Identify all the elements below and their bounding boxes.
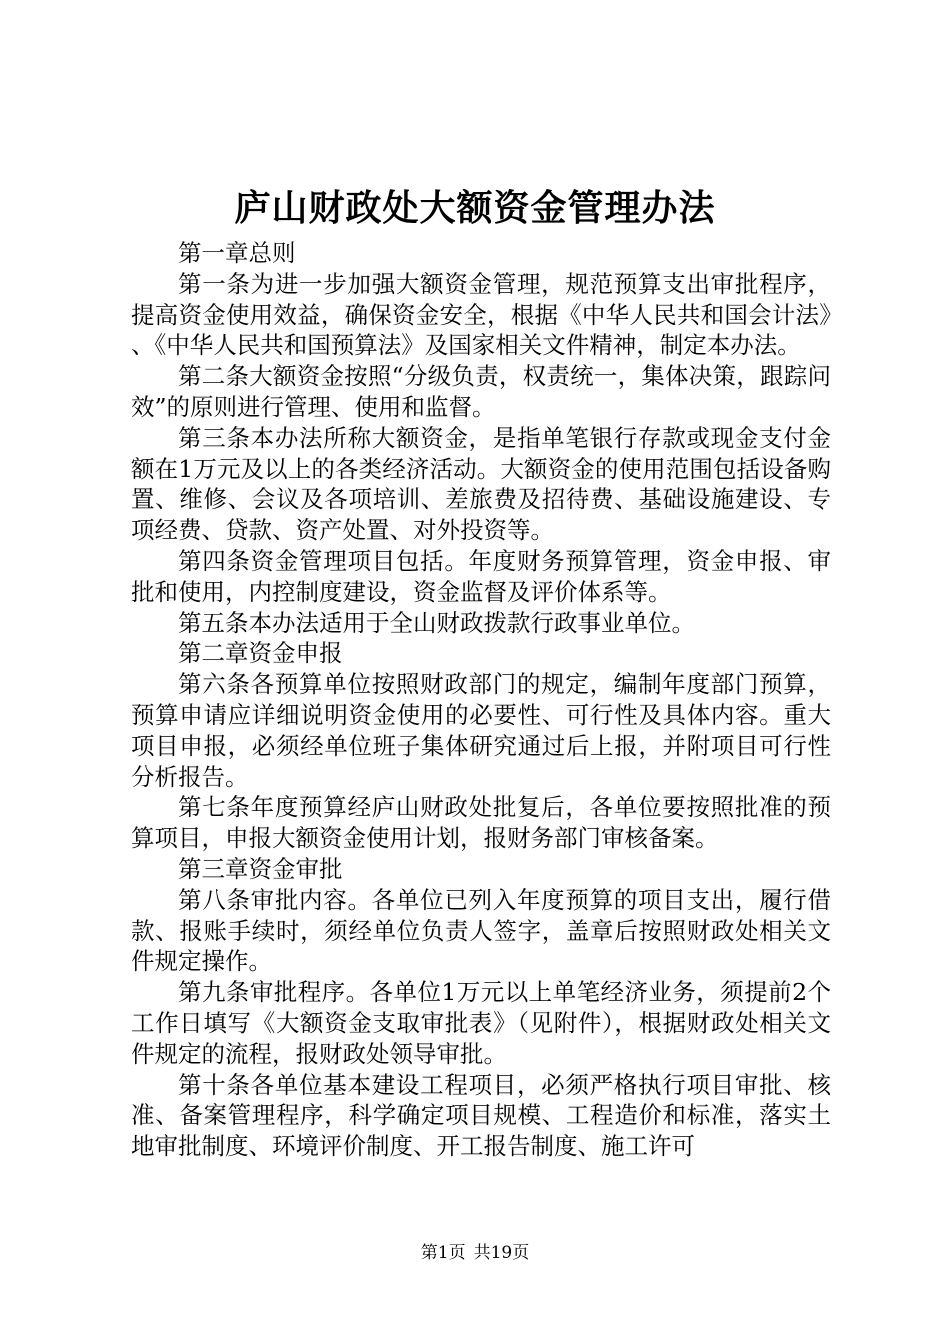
article-paragraph: 第六条各预算单位按照财政部门的规定，编制年度部门预算，预算申请应详细说明资金使用的必要性、可行性及具体内容。重大项目申报，必须经单位班子集体研究通过后上报，并附项目可行性分析报告。: [131, 670, 831, 791]
article-paragraph: 第三条本办法所称大额资金，是指单笔银行存款或现金支付金额在1万元及以上的各类经济活动。大额资金的使用范围包括设备购置、维修、会议及各项培训、差旅费及招待费、基础设施建设、专项经费、贷款、资产处置、对外投资等。: [131, 423, 831, 545]
article-paragraph: 第一条为进一步加强大额资金管理，规范预算支出审批程序，提高资金使用效益，确保资金安全，根据《中华人民共和国会计法》、《中华人民共和国预算法》及国家相关文件精神，制定本办法。: [131, 269, 831, 360]
chapter-heading: 第三章资金审批: [178, 854, 343, 883]
article-paragraph: 第十条各单位基本建设工程项目，必须严格执行项目审批、核准、备案管理程序，科学确定项目规模、工程造价和标准，落实土地审批制度、环境评价制度、开工报告制度、施工许可: [131, 1070, 831, 1161]
article-paragraph: 第二条大额资金按照“分级负责，权责统一，集体决策，跟踪问效”的原则进行管理、使用和监督。: [131, 362, 831, 421]
article-paragraph: 第八条审批内容。各单位已列入年度预算的项目支出，履行借款、报账手续时，须经单位负责人签字，盖章后按照财政处相关文件规定操作。: [131, 885, 831, 976]
chapter-heading: 第二章资金申报: [178, 639, 343, 668]
article-paragraph: 第五条本办法适用于全山财政拨款行政事业单位。: [178, 608, 695, 637]
page-number: 第1页: [420, 1243, 466, 1263]
article-paragraph: 第九条审批程序。各单位1万元以上单笔经济业务，须提前2个工作日填写《大额资金支取审批表》（见附件），根据财政处相关文件规定的流程，报财政处领导审批。: [131, 978, 831, 1068]
document-body: [131, 238, 831, 1162]
page-total: 共19页: [473, 1243, 530, 1263]
document-title: 庐山财政处大额资金管理办法: [234, 187, 716, 229]
page-footer: [0, 1241, 950, 1265]
chapter-heading: 第一章总则: [178, 239, 296, 267]
article-paragraph: 第四条资金管理项目包括。年度财务预算管理，资金申报、审批和使用，内控制度建设，资金监督及评价体系等。: [131, 546, 831, 606]
article-paragraph: 第七条年度预算经庐山财政处批复后，各单位要按照批准的预算项目，申报大额资金使用计划，报财务部门审核备案。: [131, 793, 831, 853]
